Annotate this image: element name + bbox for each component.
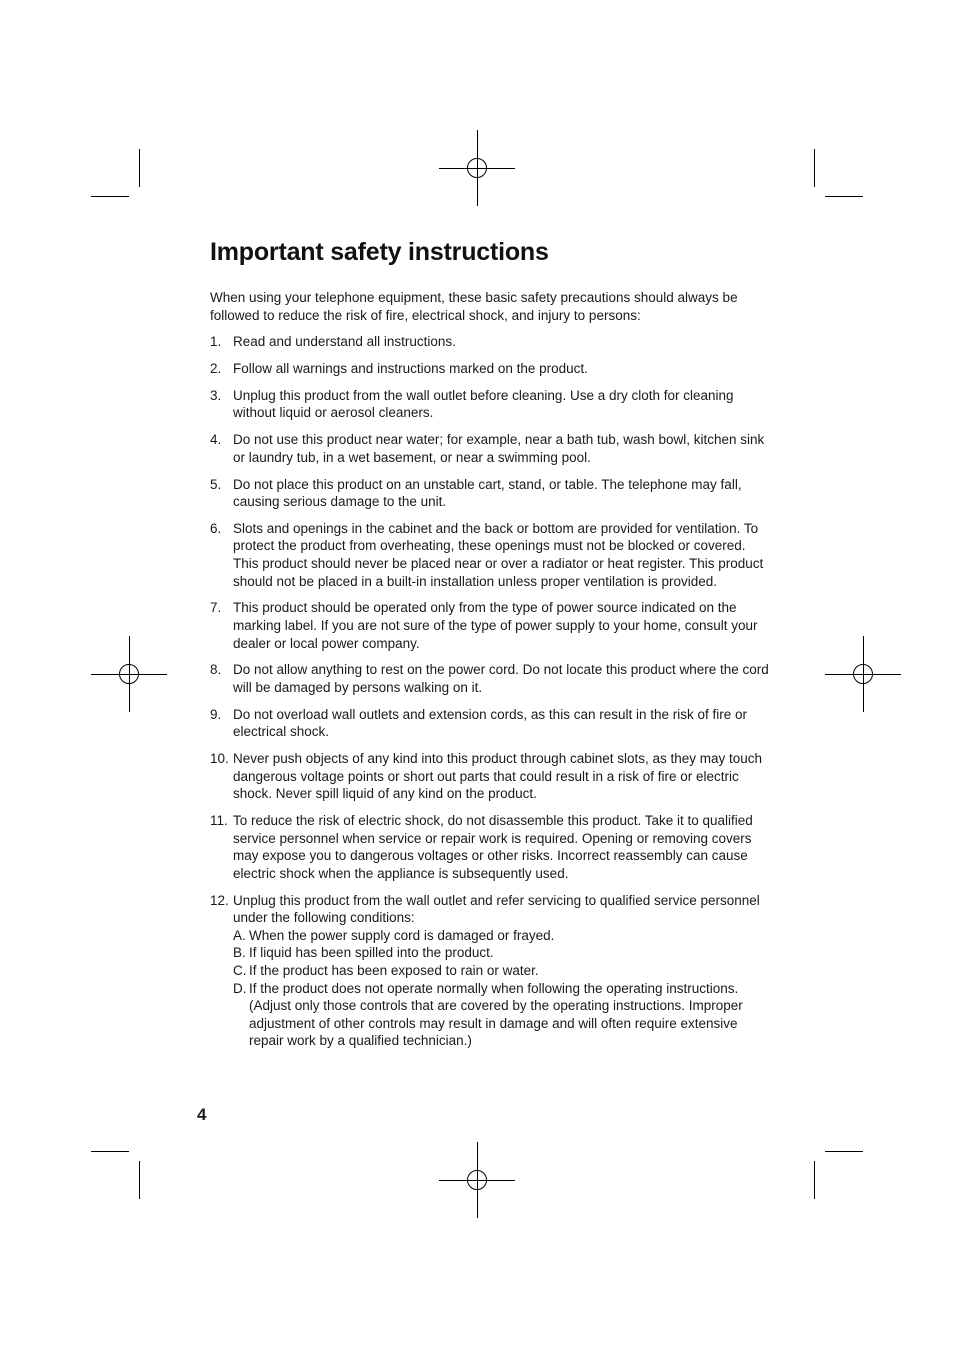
sub-item-text: If the product does not operate normally when following the operating instructions. (Adjust only those controls that are covered by the operating instructions. Improper adjustment of other controls may result in damage and will often require extensive repair work by a qualified technician.) — [249, 980, 743, 1049]
item-number: 6. — [210, 520, 222, 536]
item-number: 8. — [210, 662, 222, 678]
item-text: To reduce the risk of electric shock, do not disassemble this product. Take it to qualified service personnel when service or repair work is required. Opening or removing covers may expose you to dangerous voltages or other risks. Incorrect reassembly can cause electric shock when the appliance is subsequently used. — [233, 813, 753, 881]
sub-item — [233, 927, 770, 945]
intro-paragraph: When using your telephone equipment, these basic safety precautions should always be followed to reduce the risk of fire, electrical shock, and injury to persons: — [210, 290, 738, 323]
item-number: 7. — [210, 600, 222, 616]
crop-mark-bottom-left-horizontal — [91, 1151, 129, 1152]
sub-item-letter: C. — [233, 963, 247, 979]
item-number: 12. — [210, 892, 229, 908]
sub-item-letter: A. — [233, 927, 246, 943]
sub-item — [233, 962, 770, 980]
page-content — [210, 238, 770, 1059]
sub-item — [233, 980, 770, 1050]
registration-mark-left — [91, 636, 167, 712]
sub-item-text: If liquid has been spilled into the product. — [249, 945, 494, 961]
crop-mark-bottom-left-vertical — [139, 1161, 140, 1199]
list-item — [210, 476, 770, 511]
list-item — [210, 750, 770, 803]
item-number: 5. — [210, 476, 222, 492]
list-item — [210, 892, 770, 1050]
item-text: Follow all warnings and instructions marked on the product. — [233, 360, 588, 376]
list-item — [210, 360, 770, 378]
page-number: 4 — [197, 1105, 207, 1124]
registration-mark-top — [439, 130, 515, 206]
crop-mark-top-right-horizontal — [825, 196, 863, 197]
sub-item-text: If the product has been exposed to rain or water. — [249, 963, 539, 979]
item-number: 3. — [210, 387, 222, 403]
list-item — [210, 599, 770, 652]
item-number: 1. — [210, 334, 222, 350]
sub-item — [233, 944, 770, 962]
item-number: 11. — [210, 813, 228, 829]
registration-mark-right — [825, 636, 901, 712]
sub-item-text: When the power supply cord is damaged or frayed. — [249, 927, 555, 943]
list-item — [210, 333, 770, 351]
item-text: Do not place this product on an unstable cart, stand, or table. The telephone may fall, causing serious damage to the unit. — [233, 476, 742, 510]
item-number: 4. — [210, 432, 222, 448]
item-number: 10. — [210, 751, 229, 767]
item-text: Never push objects of any kind into this product through cabinet slots, as they may touch dangerous voltage points or short out parts that could result in a risk of fire or electric shock. Never spill liquid of any kind on the product. — [233, 751, 763, 802]
list-item — [210, 431, 770, 466]
sub-item-letter: D. — [233, 980, 247, 996]
safety-instructions-list — [210, 333, 770, 1050]
crop-mark-bottom-right-vertical — [814, 1161, 815, 1199]
list-item — [210, 387, 770, 422]
page-title: Important safety instructions — [210, 238, 549, 266]
item-text: Do not allow anything to rest on the power cord. Do not locate this product where the cord will be damaged by persons walking on it. — [233, 662, 769, 695]
item-text: Read and understand all instructions. — [233, 334, 456, 350]
list-item — [210, 661, 770, 696]
item-text: Unplug this product from the wall outlet and refer servicing to qualified service personnel under the following conditions: — [233, 892, 760, 926]
crop-mark-top-left-vertical — [139, 149, 140, 187]
item-text: Do not use this product near water; for example, near a bath tub, wash bowl, kitchen sink or laundry tub, in a wet basement, or near a swimming pool. — [233, 432, 765, 465]
crop-mark-bottom-right-horizontal — [825, 1151, 863, 1152]
list-item — [210, 812, 770, 882]
list-item — [210, 706, 770, 741]
item-text: Unplug this product from the wall outlet before cleaning. Use a dry cloth for cleaning without liquid or aerosol cleaners. — [233, 387, 734, 421]
item-number: 2. — [210, 360, 222, 376]
sub-item-letter: B. — [233, 945, 246, 961]
registration-mark-bottom — [439, 1142, 515, 1218]
item-text: This product should be operated only from the type of power source indicated on the marking label. If you are not sure of the type of power supply to your home, consult your dealer or local power company. — [233, 600, 758, 651]
crop-mark-top-left-horizontal — [91, 196, 129, 197]
item-text: Slots and openings in the cabinet and the back or bottom are provided for ventilation. To protect the product from overheating, these openings must not be blocked or covered. This product should never be placed near or over a radiator or heat register. This product should not be placed in a built-in installation unless proper ventilation is provided. — [233, 520, 764, 589]
crop-mark-top-right-vertical — [814, 149, 815, 187]
item-text: Do not overload wall outlets and extension cords, as this can result in the risk of fire or electrical shock. — [233, 706, 748, 740]
item-number: 9. — [210, 706, 222, 722]
list-item — [210, 520, 770, 590]
